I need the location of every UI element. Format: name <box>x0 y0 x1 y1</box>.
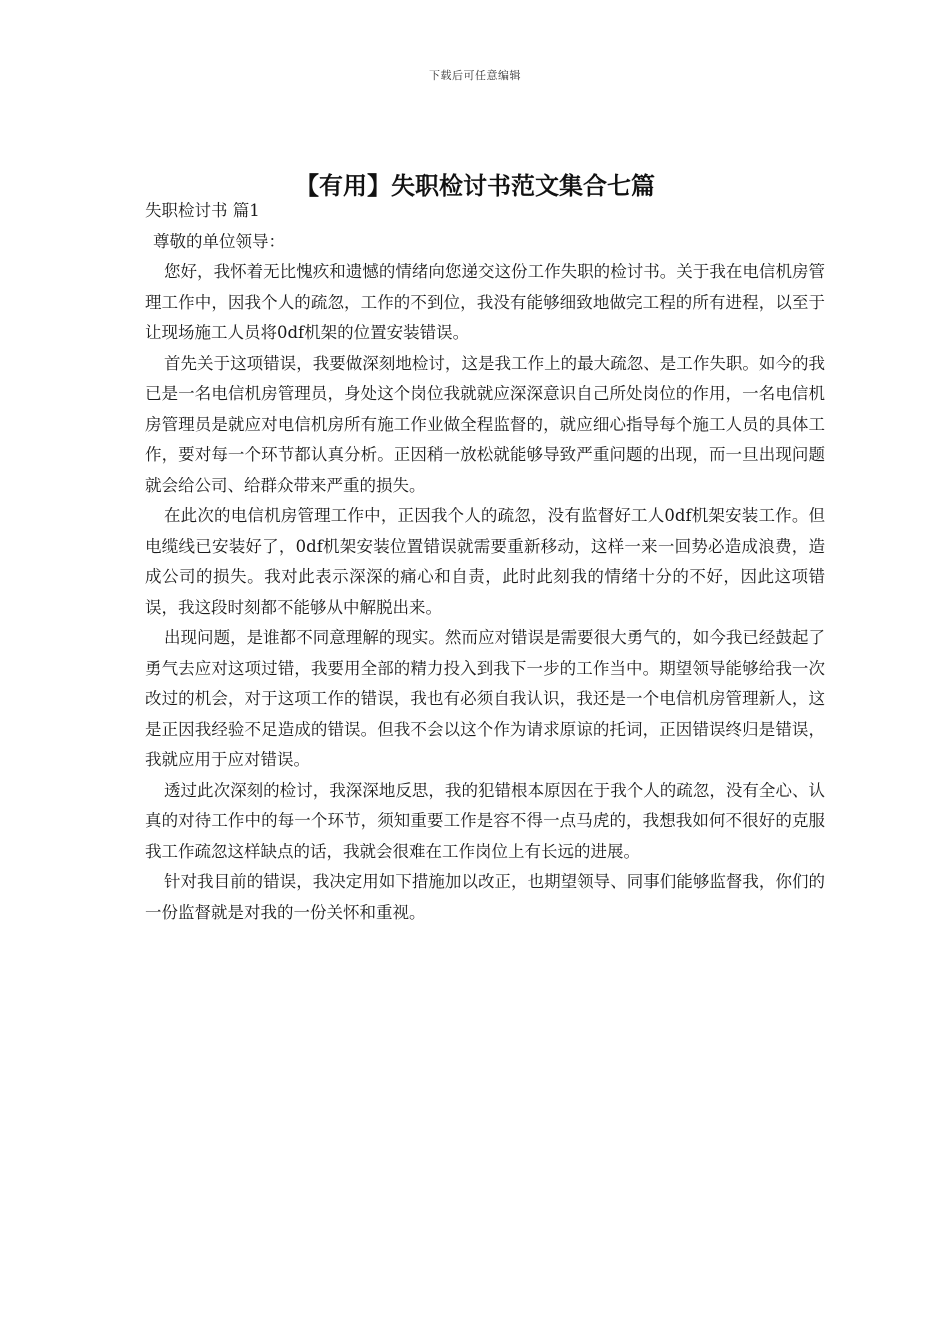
document-title: 【有用】失职检讨书范文集合七篇 <box>295 171 655 201</box>
paragraph-3: 在此次的电信机房管理工作中，正因我个人的疏忽，没有监督好工人0df机架安装工作。但电缆线已安装好了，0df机架安装位置错误就需要重新移动，这样一来一回势必造成浪费，造成公司的损失。我对此表示深深的痛心和自责，此时此刻我的情绪十分的不好，因此这项错误，我这段时刻都不能够从中解脱出来。 <box>145 506 825 617</box>
section-heading: 失职检讨书 篇1 <box>145 201 260 220</box>
paragraph-6: 针对我目前的错误，我决定用如下措施加以改正，也期望领导、同事们能够监督我，你们的一份监督就是对我的一份关怀和重视。 <box>145 872 825 922</box>
paragraph-2: 首先关于这项错误，我要做深刻地检讨，这是我工作上的最大疏忽、是工作失职。如今的我已是一名电信机房管理员，身处这个岗位我就就应深深意识自己所处岗位的作用，一名电信机房管理员是就应对电信机房所有施工作业做全程监督的，就应细心指导每个施工人员的具体工作，要对每一个环节都认真分析。正因稍一放松就能够导致严重问题的出现，而一旦出现问题就会给公司、给群众带来严重的损失。 <box>145 353 825 495</box>
document-body <box>145 196 825 928</box>
paragraph-1: 您好，我怀着无比愧疚和遗憾的情绪向您递交这份工作失职的检讨书。关于我在电信机房管理工作中，因我个人的疏忽，工作的不到位，我没有能够细致地做完工程的所有进程，以至于让现场施工人员将0df机架的位置安装错误。 <box>145 262 825 342</box>
paragraph-5: 透过此次深刻的检讨，我深深地反思，我的犯错根本原因在于我个人的疏忽，没有全心、认真的对待工作中的每一个环节，须知重要工作是容不得一点马虎的，我想我如何不很好的克服我工作疏忽这样缺点的话，我就会很难在工作岗位上有长远的进展。 <box>145 780 825 861</box>
paragraph-4: 出现问题，是谁都不同意理解的现实。然而应对错误是需要很大勇气的，如今我已经鼓起了勇气去应对这项过错，我要用全部的精力投入到我下一步的工作当中。期望领导能够给我一次改过的机会，对于这项工作的错误，我也有必须自我认识，我还是一个电信机房管理新人，这是正因我经验不足造成的错误。但我不会以这个作为请求原谅的托词，正因错误终归是错误，我就应用于应对错误。 <box>145 628 825 769</box>
salutation: 尊敬的单位领导： <box>153 231 285 251</box>
page-header-note: 下载后可任意编辑 <box>429 69 521 82</box>
